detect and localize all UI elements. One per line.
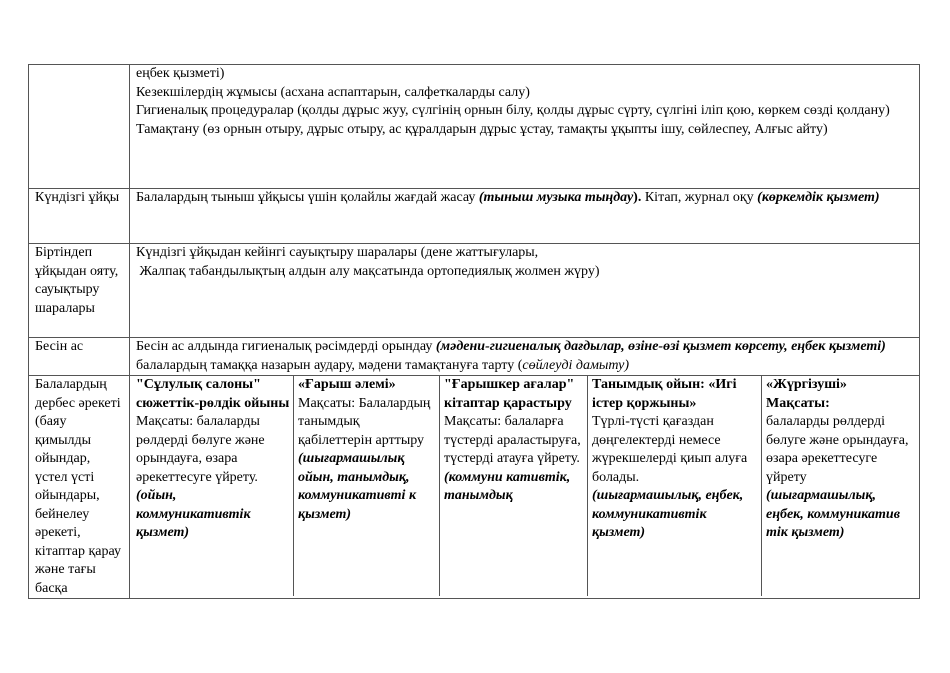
activity-goal: балаларды рөлдерді бөлуге және орындауға, өзара әрекеттесуге үйрету xyxy=(766,414,909,485)
row-label xyxy=(29,65,130,189)
row-content xyxy=(130,65,920,189)
content-text: Бесін ас алдында гигиеналық рәсімдерді орындау xyxy=(136,339,436,354)
activity-type: (шығармашылық, еңбек, коммуникативтік қызмет) xyxy=(592,488,744,540)
table-row xyxy=(29,376,920,599)
table-row xyxy=(29,189,920,244)
activity-column xyxy=(588,376,762,596)
activity-column xyxy=(294,376,440,596)
activity-column xyxy=(440,376,588,596)
activity-goal-label: Мақсаты: xyxy=(766,395,830,411)
activity-goal: Түрлі-түсті қағаздан дөңгелектерді немесе жүрекшелерді қиып алуға болады. xyxy=(592,414,748,485)
content-line: Гигиеналық процедуралар (қолды дұрыс жуу, сүлгінің орнын білу, қолды дұрыс сүрту, сүлгіні іліп қою, көркем сөзді қолдану) xyxy=(136,103,890,118)
activities-grid xyxy=(130,376,919,596)
table-row xyxy=(29,244,920,338)
activity-column xyxy=(130,376,294,596)
activity-text: (көркемдік қызмет) xyxy=(757,190,880,205)
content-line: Тамақтану (өз орнын отыру, дұрыс отыру, ас құралдарын дұрыс ұстау, тамақты ұқыпты ішу, сөйлеспеу, Алғыс айту) xyxy=(136,121,828,137)
row-label: Бесін ас xyxy=(29,338,130,376)
activity-text: (мәдени-гигиеналық дағдылар, өзіне-өзі қызмет көрсету, еңбек қызметі) xyxy=(435,339,886,354)
activity-title: Танымдық ойын: «Игі істер қоржыны» xyxy=(592,377,737,411)
row-label: Біртіндеп ұйқыдан ояту, сауықтыру шаралары xyxy=(29,244,130,338)
activity-goal: Мақсаты: балаларға түстерді араластыруға, түстерді атауға үйрету. xyxy=(444,414,581,466)
schedule-table xyxy=(28,64,920,599)
content-text: балалардың тамаққа назарын аудару, мәдени тамақтануға тарту ( xyxy=(136,357,523,373)
activity-type: (шығармашылық, еңбек, коммуникатив тік қызмет) xyxy=(766,488,900,540)
activity-type: (ойын, коммуникативтік қызмет) xyxy=(136,488,251,540)
content-line: Күндізгі ұйқыдан кейінгі сауықтыру шаралары (дене жаттығулары, xyxy=(136,245,539,260)
activity-column xyxy=(762,376,920,596)
activity-goal: Мақсаты: Балалардың танымдық қабілеттерін арттыру xyxy=(298,395,431,448)
content-line: Кезекшілердің жұмысы (асхана аспаптарын, салфеткаларды салу) xyxy=(136,84,530,100)
row-content xyxy=(130,189,920,244)
row-content xyxy=(130,338,920,376)
activities-cell xyxy=(130,376,920,599)
row-label: Балалардың дербес әрекеті (баяу қимылды ойындар, үстел үсті ойындары, бейнелеу әрекеті, кітаптар қарау және тағы басқа xyxy=(29,376,130,599)
activity-title: «Жүргізуші» xyxy=(766,377,847,392)
content-line: Жалпақ табандылықтың алдын алу мақсатында ортопедиялық жолмен жүру) xyxy=(136,263,600,279)
activity-type: (коммуни кативтік, танымдық xyxy=(444,469,571,503)
content-text: Балалардың тыныш ұйқысы үшін қолайлы жағдай жасау xyxy=(136,190,479,205)
activity-text: сөйлеуді дамыту) xyxy=(522,357,630,373)
activity-text: (тыныш музыка тыңдау xyxy=(478,190,634,205)
activity-type: (шығармашылық ойын, танымдық, коммуникативті к қызмет) xyxy=(298,451,417,522)
row-label: Күндізгі ұйқы xyxy=(29,189,130,244)
content-text: Кітап, журнал оқу xyxy=(644,190,758,205)
activity-title: "Сұлулық салоны" сюжеттік-рөлдік ойыны xyxy=(136,377,290,411)
row-content xyxy=(130,244,920,338)
table-row xyxy=(29,338,920,376)
content-text: ). xyxy=(633,190,645,205)
table-row xyxy=(29,65,920,189)
activity-goal: Мақсаты: балаларды рөлдерді бөлуге және орындауға, өзара әрекеттесуге үйрету. xyxy=(136,414,265,485)
activity-title: "Ғарышкер ағалар" кітаптар қарастыру xyxy=(444,377,575,411)
activity-title: «Ғарыш әлемі» xyxy=(298,377,396,392)
content-line: еңбек қызметі) xyxy=(136,66,225,81)
